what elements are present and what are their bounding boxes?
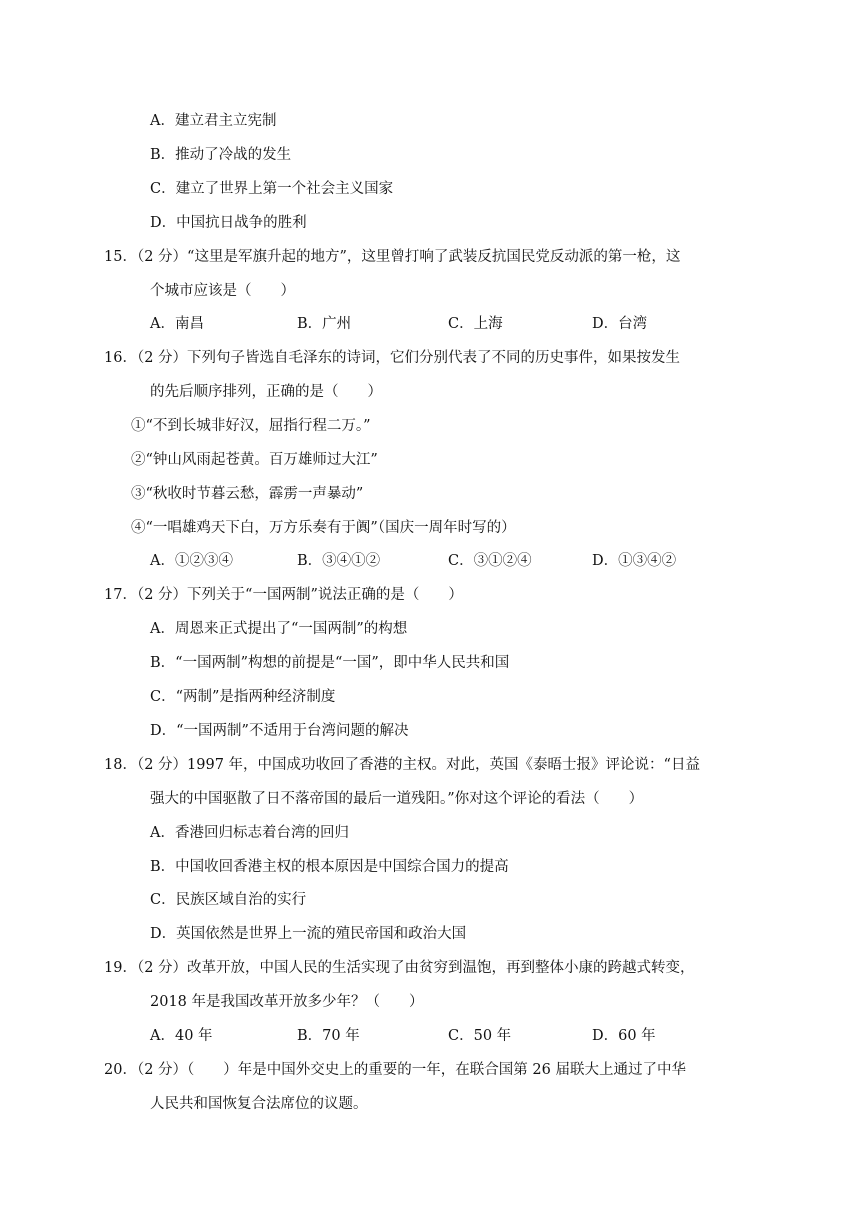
q14-option-a: A．建立君主立宪制 [150, 113, 277, 129]
q14-option-c: C．建立了世界上第一个社会主义国家 [150, 181, 394, 197]
q19-stem-line1: 19．（2 分）改革开放，中国人民的生活实现了由贫穷到温饱，再到整体小康的跨越式转变， [104, 960, 695, 976]
q16-stem-line2: 的先后顺序排列，正确的是（ ） [150, 384, 382, 400]
q14-option-b: B．推动了冷战的发生 [150, 147, 292, 163]
q16-statement-4: ④“一唱雄鸡天下白，万方乐奏有于阗”（国庆一周年时写的） [131, 520, 516, 536]
q15-stem-line2: 个城市应该是（ ） [150, 283, 295, 299]
q19-option-c: C．50 年 [448, 1028, 512, 1044]
q15-option-b: B．广州 [297, 316, 352, 332]
q14-option-d: D．中国抗日战争的胜利 [150, 215, 307, 231]
q16-option-d: D．①③④② [592, 553, 677, 569]
q19-option-d: D．60 年 [592, 1028, 656, 1044]
q15-stem-line1: 15．（2 分）“这里是军旗升起的地方”，这里曾打响了武装反抗国民党反动派的第一枪，这 [104, 249, 681, 265]
q18-option-d: D．英国依然是世界上一流的殖民帝国和政治大国 [150, 926, 467, 942]
q16-statement-1: ①“不到长城非好汉，屈指行程二万。” [131, 418, 371, 434]
q15-option-a: A．南昌 [150, 316, 204, 332]
q15-option-c: C．上海 [448, 316, 503, 332]
q19-option-a: A．40 年 [150, 1028, 213, 1044]
q18-option-b: B．中国收回香港主权的根本原因是中国综合国力的提高 [150, 859, 509, 875]
q16-option-b: B．③④①② [297, 553, 381, 569]
q16-statement-3: ③“秋收时节暮云愁，霹雳一声暴动” [131, 486, 364, 502]
q18-stem-line1: 18．（2 分）1997 年，中国成功收回了香港的主权。对此，英国《泰晤士报》评论说：“日益 [104, 757, 700, 773]
q17-option-b: B．“一国两制”构想的前提是“一国”，即中华人民共和国 [150, 655, 510, 671]
q20-stem-line2: 人民共和国恢复合法席位的议题。 [150, 1096, 368, 1112]
q18-stem-line2: 强大的中国驱散了日不落帝国的最后一道残阳。”你对这个评论的看法（ ） [150, 791, 644, 807]
q18-option-a: A．香港回归标志着台湾的回归 [150, 825, 349, 841]
q19-options-row [0, 1026, 860, 1046]
q16-options-row [0, 551, 860, 571]
q16-option-a: A．①②③④ [150, 553, 233, 569]
q15-option-d: D．台湾 [592, 316, 648, 332]
q16-option-c: C．③①②④ [448, 553, 532, 569]
q17-option-d: D．“一国两制”不适用于台湾问题的解决 [150, 723, 409, 739]
q17-option-c: C．“两制”是指两种经济制度 [150, 689, 336, 705]
q15-options-row [0, 314, 860, 334]
q17-option-a: A．周恩来正式提出了“一国两制”的构想 [150, 621, 408, 637]
q20-stem-line1: 20．（2 分）（ ）年是中国外交史上的重要的一年，在联合国第 26 届联大上通过了中华 [104, 1062, 686, 1078]
q19-option-b: B．70 年 [297, 1028, 360, 1044]
q17-stem-line1: 17．（2 分）下列关于“一国两制”说法正确的是（ ） [104, 587, 463, 603]
q19-stem-line2: 2018 年是我国改革开放多少年？（ ） [150, 994, 424, 1010]
q16-stem-line1: 16．（2 分）下列句子皆选自毛泽东的诗词，它们分别代表了不同的历史事件，如果按发生 [104, 350, 681, 366]
q18-option-c: C．民族区域自治的实行 [150, 892, 307, 908]
q16-statement-2: ②“钟山风雨起苍黄。百万雄师过大江” [131, 452, 378, 468]
